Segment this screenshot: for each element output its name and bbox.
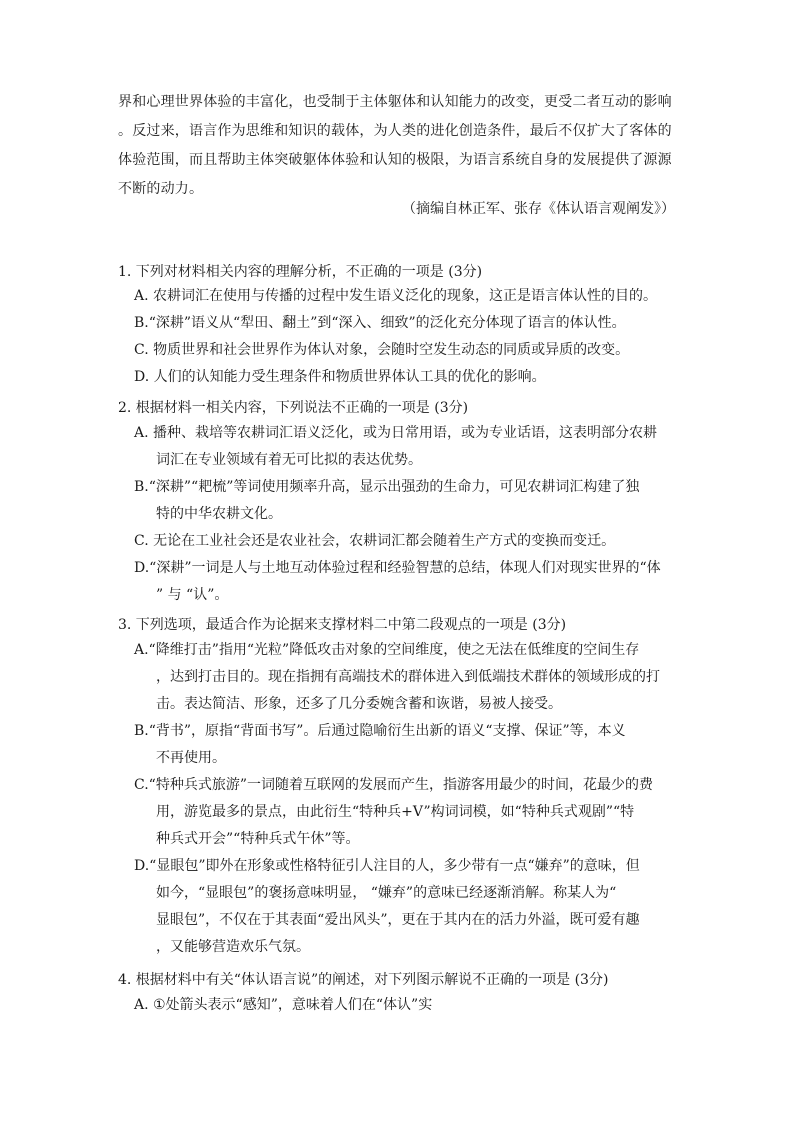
question-3-options [134,637,674,961]
option-c: C. 无论在工业社会还是农业社会，农耕词汇都会随着生产方式的变换而变迁。 [134,533,616,549]
question-1-options [134,283,674,391]
option-d: D.“深耕”一词是人与土地互动体验过程和经验智慧的总结，体现人们对现实世界的“体 [134,560,661,576]
option-a: A. 农耕词汇在使用与传播的过程中发生语义泛化的现象，这正是语言体认性的目的。 [134,288,658,304]
passage-source: （摘编自林正军、张存《体认语言观阐发》） [402,201,675,217]
option-b-continuation: 特的中华农耕文化。 [156,506,282,522]
option-d-continuation: 显眼包”，不仅在于其表面“爱出风头”，更在于其内在的活力外溢，既可爱有趣 [156,912,640,928]
option-b: B.“深耕”语义从“犁田、翻土”到“深入、细致”的泛化充分体现了语言的体认性。 [134,315,626,331]
option-b-continuation: 不再使用。 [156,750,226,766]
option-a-continuation: 击。表达简洁、形象，还多了几分委婉含蓄和诙谐，易被人接受。 [156,696,562,712]
question-4-options [134,992,674,1019]
option-c: C. 物质世界和社会世界作为体认对象，会随时空发生动态的同质或异质的改变。 [134,342,630,358]
passage-line: 界和心理世界体验的丰富化，也受制于主体躯体和认知能力的改变，更受二者互动的影响 [118,94,672,110]
question-4-stem: 4. 根据材料中有关“体认语言说”的阐述，对下列图示解说不正确的一项是 (3分) [118,972,609,988]
option-c-continuation: 种兵式开会”“特种兵式午休”等。 [156,831,360,847]
passage-line: 。反过来，语言作为思维和知识的载体，为人类的进化创造条件，最后不仅扩大了客体的 [118,123,672,139]
option-b: B.“深耕”“耙梳”等词使用频率升高，显示出强劲的生命力，可见农耕词汇构建了独 [134,479,640,495]
passage-paragraph [118,88,678,204]
passage-line: 不断的动力。 [118,181,204,197]
question-2-options [134,420,674,609]
passage-line: 体验范围，而且帮助主体突破躯体体验和认知的极限，为语言系统自身的发展提供了源源 [118,152,672,168]
option-a-continuation: ，达到打击目的。现在指拥有高端技术的群体进入到低端技术群体的领域形成的打 [156,669,660,685]
option-d: D.“显眼包”即外在形象或性格特征引人注目的人，多少带有一点“嫌弃”的意味，但 [134,858,640,874]
option-d: D. 人们的认知能力受生理条件和物质世界体认工具的优化的影响。 [134,369,546,385]
question-3-stem: 3. 下列选项，最适合作为论据来支撑材料二中第二段观点的一项是 (3分) [118,617,567,633]
option-a: A.“降维打击”指用“光粒”降低攻击对象的空间维度，使之无法在低维度的空间生存 [134,642,640,658]
option-d-continuation: 如今，“显眼包”的褒扬意味明显， “嫌弃”的意味已经逐渐消解。称某人为“ [156,885,617,901]
question-2-stem: 2. 根据材料一相关内容，下列说法不正确的一项是 (3分) [118,400,469,416]
option-d-continuation: ，又能够营造欢乐气氛。 [156,939,310,955]
option-c-continuation: 用，游览最多的景点，由此衍生“特种兵+V”构词词模，如“特种兵式观剧”“特 [156,804,635,820]
option-a: A. 播种、栽培等农耕词汇语义泛化，或为日常用语，或为专业话语，这表明部分农耕 [134,425,658,441]
option-a: A. ①处箭头表示“感知”，意味着人们在“体认”实 [134,997,433,1013]
option-d-continuation: ” 与 “认”。 [156,587,229,603]
option-a-continuation: 词汇在专业领域有着无可比拟的表达优势。 [156,452,422,468]
question-1-stem: 1. 下列对材料相关内容的理解分析，不正确的一项是 (3分) [118,264,483,280]
option-c: C.“特种兵式旅游”一词随着互联网的发展而产生，指游客用最少的时间，花最少的费 [134,777,653,793]
option-b: B.“背书”，原指“背面书写”。后通过隐喻衍生出新的语义“支撑、保证”等，本义 [134,723,626,739]
